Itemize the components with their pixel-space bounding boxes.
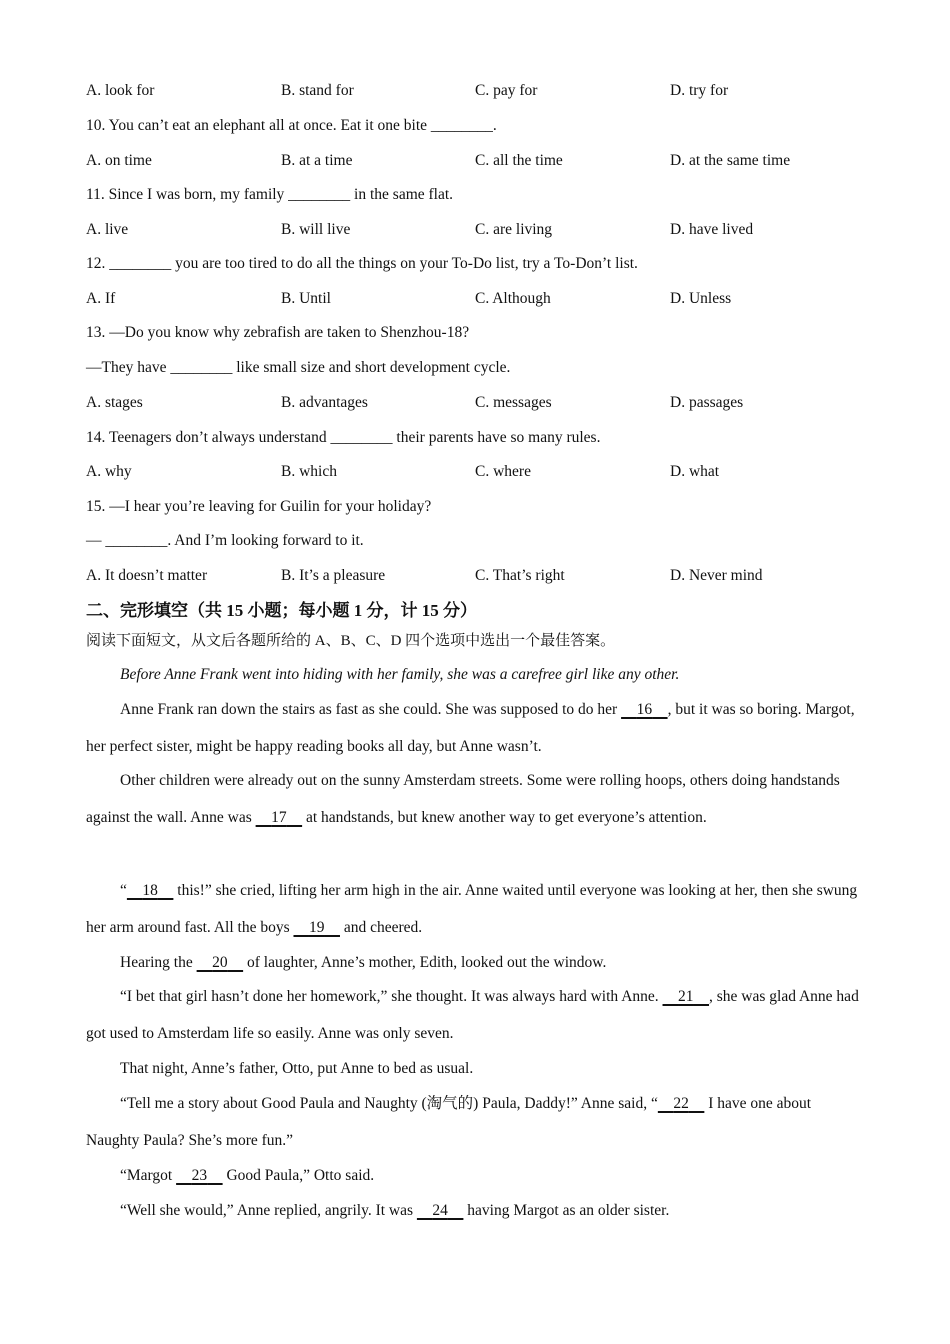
question-12: 12. ________ you are too tired to do all the things on your To-Do list, try a To-Don’t list. xyxy=(86,255,638,272)
passage-paragraph-4: Hearing the 20 of laughter, Anne’s mother, Edith, looked out the window. xyxy=(120,954,607,971)
passage-paragraph-6: That night, Anne’s father, Otto, put Anne to bed as usual. xyxy=(120,1060,474,1077)
q15-option-d: D. Never mind xyxy=(670,567,763,584)
q12-options xyxy=(86,289,866,309)
passage-paragraph-5: “I bet that girl hasn’t done her homework,” she thought. It was always hard with Anne. 21 , she was glad Anne had got used to Amsterdam life so easily. Anne was only seven. xyxy=(86,988,859,1042)
q13-option-b: B. advantages xyxy=(281,394,368,411)
q13-option-d: D. passages xyxy=(670,394,744,411)
q11-option-b: B. will live xyxy=(281,221,351,238)
q11-options xyxy=(86,220,866,240)
q12-option-d: D. Unless xyxy=(670,290,732,307)
section-heading: 二、完形填空（共 15 小题；每小题 1 分，计 15 分） xyxy=(86,601,477,620)
q11-option-c: C. are living xyxy=(475,221,553,238)
blank-23[interactable]: 23 xyxy=(191,1167,208,1184)
question-15-line-2: — ________. And I’m looking forward to it. xyxy=(86,532,364,549)
q9-option-d: D. try for xyxy=(670,82,729,99)
q15-option-c: C. That’s right xyxy=(475,567,565,584)
passage-paragraph-8: “Margot 23 Good Paula,” Otto said. xyxy=(120,1167,375,1184)
q14-option-b: B. which xyxy=(281,463,337,480)
q11-option-a: A. live xyxy=(86,221,129,238)
q9-options xyxy=(86,81,866,101)
q11-option-d: D. have lived xyxy=(670,221,754,238)
question-10: 10. You can’t eat an elephant all at once. Eat it one bite ________. xyxy=(86,117,497,134)
blank-19[interactable]: 19 xyxy=(308,919,325,936)
q9-option-c: C. pay for xyxy=(475,82,538,99)
question-13-line-1: 13. —Do you know why zebrafish are taken to Shenzhou-18? xyxy=(86,324,470,341)
passage-paragraph-9: “Well she would,” Anne replied, angrily. It was 24 having Margot as an older sister. xyxy=(120,1202,670,1219)
q14-options xyxy=(86,462,866,482)
blank-20[interactable]: 20 xyxy=(212,954,228,971)
question-15-line-1: 15. —I hear you’re leaving for Guilin for your holiday? xyxy=(86,498,432,515)
q14-option-c: C. where xyxy=(475,463,531,480)
blank-22[interactable]: 22 xyxy=(673,1095,689,1112)
passage-paragraph-7: “Tell me a story about Good Paula and Naughty (淘气的) Paula, Daddy!” Anne said, “ 22 I have one about Naughty Paula? She’s more fun.” xyxy=(86,1095,812,1149)
q9-option-a: A. look for xyxy=(86,82,155,99)
q10-option-b: B. at a time xyxy=(281,152,353,169)
blank-21[interactable]: 21 xyxy=(678,988,694,1005)
question-13-line-2: —They have ________ like small size and short development cycle. xyxy=(86,359,511,376)
blank-18[interactable]: 18 xyxy=(142,882,158,899)
q10-option-a: A. on time xyxy=(86,152,152,169)
question-11: 11. Since I was born, my family ________ in the same flat. xyxy=(86,186,454,203)
q10-option-d: D. at the same time xyxy=(670,152,791,169)
q15-options xyxy=(86,566,866,586)
blank-16[interactable]: 16 xyxy=(636,701,653,718)
q12-option-b: B. Until xyxy=(281,290,331,307)
section-instruction: 阅读下面短文，从文后各题所给的 A、B、C、D 四个选项中选出一个最佳答案。 xyxy=(86,633,616,649)
blank-17[interactable]: 17 xyxy=(271,809,287,826)
q15-option-a: A. It doesn’t matter xyxy=(86,567,208,584)
q10-option-c: C. all the time xyxy=(475,152,563,169)
q13-option-c: C. messages xyxy=(475,394,552,411)
q9-option-b: B. stand for xyxy=(281,82,354,99)
q15-option-b: B. It’s a pleasure xyxy=(281,567,386,584)
q14-option-d: D. what xyxy=(670,463,720,480)
question-14: 14. Teenagers don’t always understand ________ their parents have so many rules. xyxy=(86,429,601,446)
passage-paragraph-3: “ 18 this!” she cried, lifting her arm high in the air. Anne waited until everyone was looking at her, then she swung her arm around fast. All the boys 19 and cheered. xyxy=(86,882,858,936)
passage-intro: Before Anne Frank went into hiding with her family, she was a carefree girl like any other. xyxy=(120,666,680,683)
q13-options xyxy=(86,393,866,413)
blank-24[interactable]: 24 xyxy=(432,1202,448,1219)
q13-option-a: A. stages xyxy=(86,394,143,411)
q10-options xyxy=(86,151,866,171)
q12-option-c: C. Although xyxy=(475,290,551,307)
passage-paragraph-1: Anne Frank ran down the stairs as fast as she could. She was supposed to do her 16 , but it was so boring. Margot, her perfect sister, might be happy reading books all day, but Anne wasn’t. xyxy=(86,701,855,755)
q12-option-a: A. If xyxy=(86,290,116,307)
q14-option-a: A. why xyxy=(86,463,132,480)
passage-paragraph-2: Other children were already out on the sunny Amsterdam streets. Some were rolling hoops, others doing handstands against the wall. Anne was 17 at handstands, but knew another way to get everyone’s attention. xyxy=(86,772,840,826)
